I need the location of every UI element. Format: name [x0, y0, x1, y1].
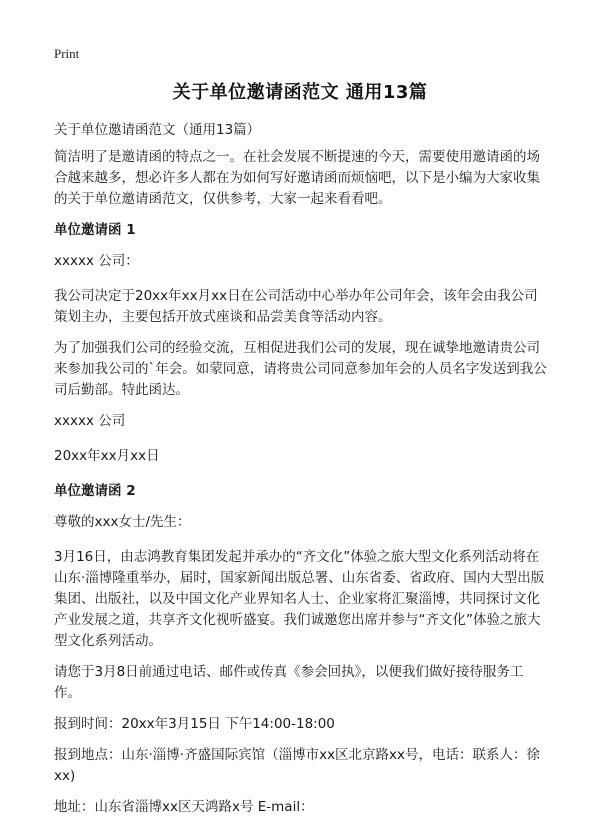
salutation: xxxxx 公司：	[54, 253, 139, 269]
letter-date: 20xx年xx月xx日	[54, 448, 160, 464]
intro-paragraph: 简洁明了是邀请函的特点之一。在社会发展不断提速的今天，需要使用邀请函的场合越来越多，想必许多人都在为如何写好邀请函而烦恼吧，以下是小编为大家收集的关于单位邀请函范文，仅供参考，大家一起来看看吧。	[54, 149, 540, 207]
report-place: 报到地点：山东·淄博·齐盛国际宾馆（淄博市xx区北京路xx号，电话：联系人：徐xx)	[54, 747, 541, 784]
section-heading: 单位邀请函 1	[54, 222, 136, 238]
document-subtitle: 关于单位邀请函范文（通用13篇）	[54, 122, 261, 138]
signature: xxxxx 公司	[54, 413, 126, 429]
body-paragraph: 我公司决定于20xx年xx月xx日在公司活动中心举办年公司年会，该年会由我公司策划主办，主要包括开放式座谈和品尝美食等活动内容。	[54, 288, 538, 325]
report-time: 报到时间：20xx年3月15日 下午14:00-18:00	[54, 716, 335, 732]
address-line: 地址：山东省淄博xx区天鸿路x号 E-mail：	[54, 799, 314, 815]
print-label[interactable]: Print	[54, 46, 80, 61]
body-paragraph: 为了加强我们公司的经验交流，互相促进我们公司的发展，现在诚挚地邀请贵公司来参加我公司的`年会。如蒙同意，请将贵公司同意参加年会的人员名字发送到我公司后勤部。特此函达。	[54, 340, 547, 398]
page-title: 关于单位邀请函范文 通用13篇	[172, 82, 428, 103]
body-paragraph: 3月16日，由志鸿教育集团发起并承办的“齐文化”体验之旅大型文化系列活动将在山东·淄博隆重举办，届时，国家新闻出版总署、山东省委、省政府、国内大型出版集团、出版社，以及中国文化产业界知名人士、企业家将汇聚淄博，共同探讨文化产业发展之道，共享齐文化视听盛宴。我们诚邀您出席并参与“齐文化”体验之旅大型文化系列活动。	[54, 549, 545, 649]
salutation: 尊敬的xxx女士/先生：	[54, 514, 191, 530]
document-body	[54, 120, 550, 828]
section-heading: 单位邀请函 2	[54, 483, 136, 499]
body-paragraph: 请您于3月8日前通过电话、邮件或传真《参会回执》，以便我们做好接待服务工作。	[54, 664, 524, 701]
